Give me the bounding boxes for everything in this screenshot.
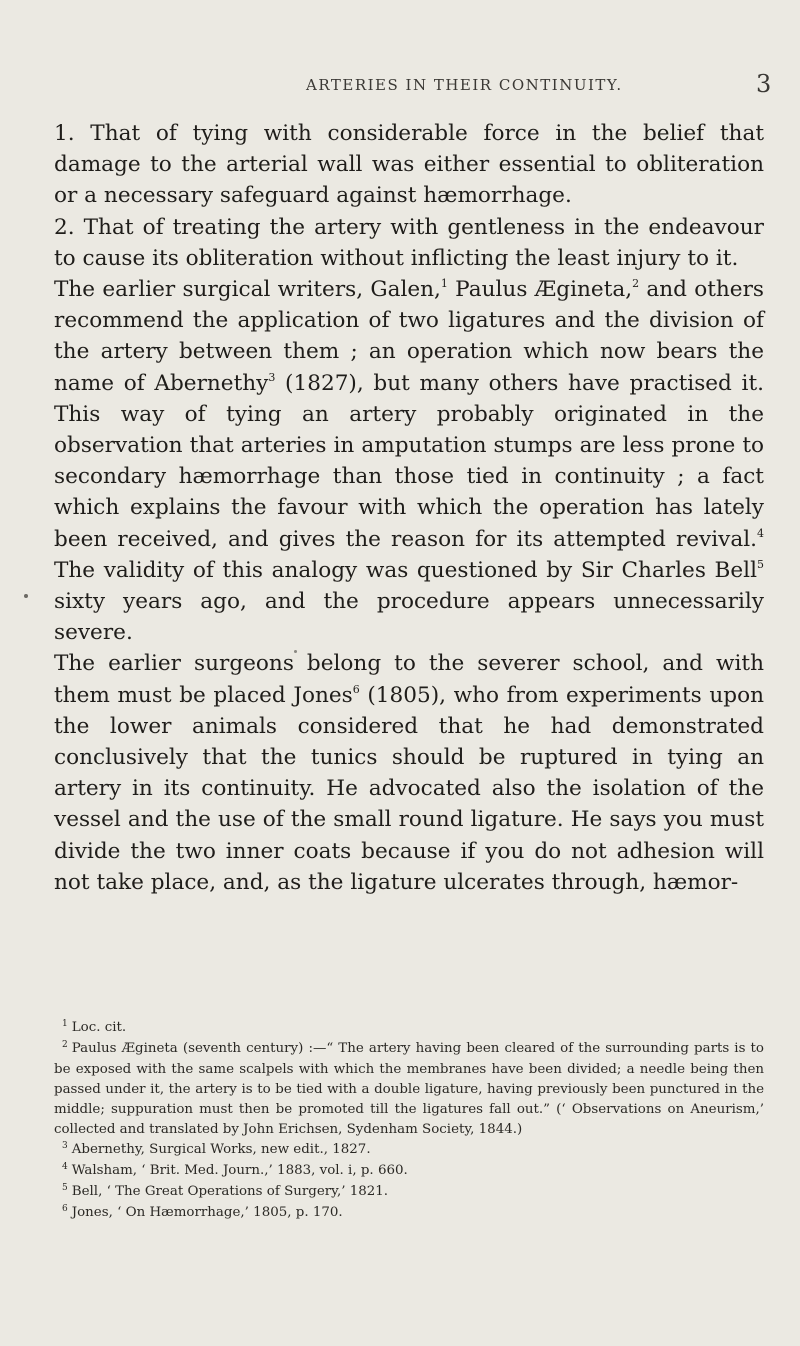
- running-head: [0, 70, 800, 106]
- footnote-number: 4: [62, 1162, 68, 1172]
- footnote-ref[interactable]: 3: [268, 370, 276, 384]
- footnotes: [54, 1018, 764, 1224]
- footnote-text: Jones, ‘ On Hæmorrhage,’ 1805, p. 170.: [71, 1205, 343, 1220]
- text-run: (1827), but many others have practised it. This way of tying an artery probably originated in the observation that arteries in amputation stumps are less prone to secondary hæmorrhage than those tied in continuity ; a fact which explains the favour with which the operation has lately been received, and gives the reason for its attempted revival.: [54, 370, 764, 552]
- footnote-ref[interactable]: 6: [352, 682, 360, 696]
- footnote-number: 1: [62, 1019, 68, 1029]
- footnote-text: Loc. cit.: [71, 1020, 127, 1035]
- text-run: The earlier surgeons belong to the severer school, and with them must be placed Jones: [54, 651, 764, 708]
- footnote-text: Abernethy, Surgical Works, new edit., 1827.: [71, 1142, 371, 1157]
- footnote: [54, 1018, 764, 1039]
- running-title: ARTERIES IN THEIR CONTINUITY.: [306, 76, 623, 94]
- body-text: [54, 118, 764, 898]
- text-run: The validity of this analogy was questioned by Sir Charles Bell: [54, 557, 757, 583]
- text-run: and others recommend the application of two ligatures and the division of the artery between them ; an operation which now bears the name of Abernethy: [54, 277, 764, 396]
- paragraph-4: [54, 648, 764, 898]
- footnote: [54, 1140, 764, 1161]
- footnote-text: Paulus Ægineta (seventh century) :—“ The artery having been cleared of the surrounding parts is to be exposed with the same scalpels with which the membranes have been divided; a needle being then passed under it, the artery is to be tied with a double ligature, having previously been punctured in the middle; suppuration must then be promoted till the ligatures fall out.” (‘ Observations on Aneurism,’ collected and translated by John Erichsen, Sydenham Society, 1844.): [54, 1041, 764, 1137]
- paragraph-3: [54, 274, 764, 648]
- footnote: [54, 1039, 764, 1140]
- text-run: Paulus Ægineta,: [447, 277, 633, 303]
- footnote-number: 6: [62, 1204, 68, 1214]
- text-run: (1805), who from experiments upon the lower animals considered that he had demonstrated conclusively that the tunics should be ruptured in tying an artery in its continuity. He advocated also the isolation of the vessel and the use of the small round ligature. He says you must divide the two inner coats because if you do not adhesion will not take place, and, as the ligature ulcerates through, hæmor-: [54, 682, 764, 895]
- page-number: 3: [756, 70, 772, 98]
- ink-speck: [24, 594, 28, 598]
- paragraph-1: 1. That of tying with considerable force in the belief that damage to the arterial wall was either essential to obliteration or a necessary safeguard against hæmorrhage.: [54, 121, 764, 209]
- paragraph-2: 2. That of treating the artery with gentleness in the endeavour to cause its obliteration without inflicting the least injury to it.: [54, 214, 764, 271]
- footnote: [54, 1182, 764, 1203]
- footnote-number: 2: [62, 1040, 68, 1050]
- footnote-ref[interactable]: 2: [632, 277, 640, 291]
- footnote: [54, 1203, 764, 1224]
- footnote-text: Walsham, ‘ Brit. Med. Journ.,’ 1883, vol. i, p. 660.: [71, 1163, 408, 1178]
- footnote-ref[interactable]: 5: [757, 557, 764, 571]
- footnote-number: 5: [62, 1183, 68, 1193]
- footnote-ref[interactable]: 1: [440, 277, 448, 291]
- footnote: [54, 1161, 764, 1182]
- footnote-text: Bell, ‘ The Great Operations of Surgery,’ 1821.: [71, 1184, 389, 1199]
- footnote-number: 3: [62, 1141, 68, 1151]
- footnote-ref[interactable]: 4: [757, 526, 764, 540]
- text-run: The earlier surgical writers, Galen,: [54, 277, 441, 303]
- text-run: sixty years ago, and the procedure appears unnecessarily severe.: [54, 589, 764, 646]
